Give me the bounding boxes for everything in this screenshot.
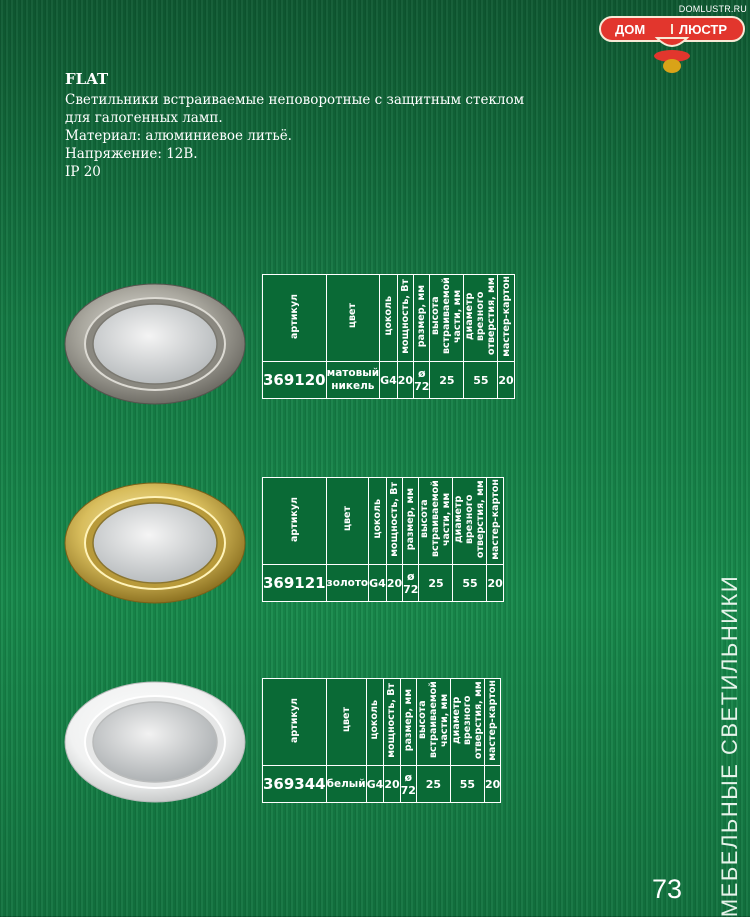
cell-socket: G4 [366, 766, 384, 803]
spec-table [262, 477, 504, 602]
header-size: размер, мм [400, 679, 416, 766]
cell-hole: 55 [464, 362, 498, 399]
lamp-image-nickel [60, 278, 250, 408]
cell-height: 25 [430, 362, 464, 399]
lamp-image-gold [60, 477, 250, 607]
header-color: цвет [326, 275, 379, 362]
page-number: 73 [652, 874, 683, 904]
header-carton: мастер-картон [498, 275, 514, 362]
chandelier-icon [637, 24, 707, 74]
cell-color: белый [326, 766, 366, 803]
cell-height: 25 [416, 766, 450, 803]
section-side-label [713, 574, 747, 917]
cell-article: 369121 [263, 565, 327, 602]
spec-table [262, 274, 515, 399]
cell-size: ø 72 [414, 362, 430, 399]
header-color: цвет [326, 679, 366, 766]
cell-article: 369344 [263, 766, 327, 803]
header-socket: цоколь [380, 275, 398, 362]
header-power: мощность, Вт [384, 679, 400, 766]
header-power: мощность, Вт [386, 478, 402, 565]
cell-height: 25 [419, 565, 453, 602]
header-size: размер, мм [403, 478, 419, 565]
cell-color: матовый никель [326, 362, 379, 399]
cell-carton: 20 [498, 362, 514, 399]
header-hole: диаметр врезного отверстия, мм [450, 679, 484, 766]
cell-power: 20 [397, 362, 413, 399]
logo-word-left: ДОМ [615, 22, 646, 37]
series-title: FLAT [65, 70, 109, 88]
cell-carton: 20 [484, 766, 500, 803]
header-carton: мастер-картон [484, 679, 500, 766]
header-height: высота встраиваемой части, мм [430, 275, 464, 362]
spec-table [262, 678, 501, 803]
header-size: размер, мм [414, 275, 430, 362]
header-article: артикул [263, 478, 327, 565]
logo-word-right: ЛЮСТР [679, 22, 728, 37]
header-carton: мастер-картон [487, 478, 503, 565]
header-power: мощность, Вт [397, 275, 413, 362]
cell-power: 20 [386, 565, 402, 602]
cell-hole: 55 [450, 766, 484, 803]
cell-socket: G4 [380, 362, 398, 399]
product-description [65, 70, 565, 181]
description-line: Материал: алюминиевое литьё. [65, 128, 292, 144]
section-side-label-text: МЕБЕЛЬНЫЕ СВЕТИЛЬНИКИ [717, 574, 742, 917]
description-line: Напряжение: 12В. [65, 146, 198, 162]
lamp-image-white [60, 676, 250, 806]
header-socket: цоколь [369, 478, 387, 565]
header-height: высота встраиваемой части, мм [416, 679, 450, 766]
header-article: артикул [263, 275, 327, 362]
cell-hole: 55 [453, 565, 487, 602]
description-line: IP 20 [65, 164, 101, 180]
cell-carton: 20 [487, 565, 503, 602]
cell-socket: G4 [369, 565, 387, 602]
description-line: для галогенных ламп. [65, 110, 223, 126]
cell-power: 20 [384, 766, 400, 803]
header-socket: цоколь [366, 679, 384, 766]
header-color: цвет [326, 478, 369, 565]
cell-color: золото [326, 565, 369, 602]
logo-site-text: DOMLUSTR.RU [678, 4, 747, 14]
cell-size: ø 72 [400, 766, 416, 803]
description-line: Светильники встраиваемые неповоротные с защитным стеклом [65, 92, 525, 108]
header-hole: диаметр врезного отверстия, мм [453, 478, 487, 565]
header-height: высота встраиваемой части, мм [419, 478, 453, 565]
header-article: артикул [263, 679, 327, 766]
header-hole: диаметр врезного отверстия, мм [464, 275, 498, 362]
brand-logo [597, 4, 747, 76]
cell-article: 369120 [263, 362, 327, 399]
cell-size: ø 72 [403, 565, 419, 602]
